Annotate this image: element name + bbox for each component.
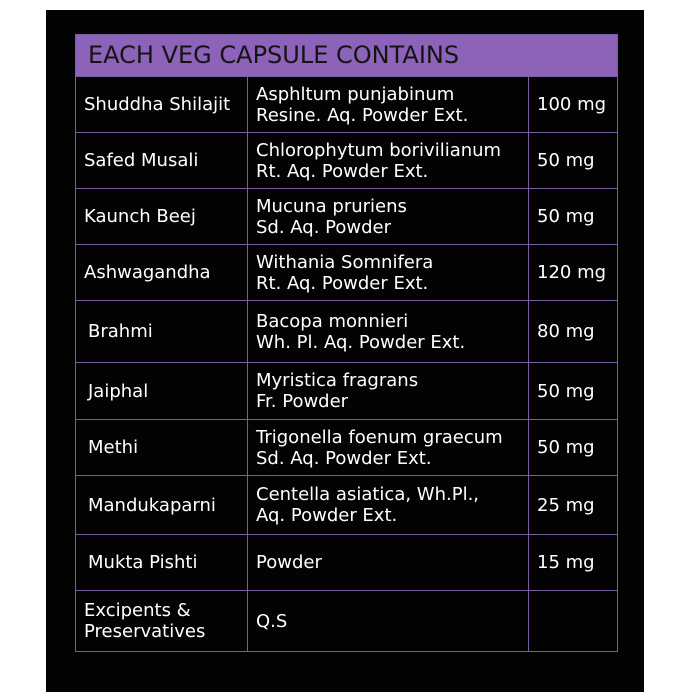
table-row — [76, 301, 618, 363]
ingredient-source: Asphltum punjabinum Resine. Aq. Powder Ext. — [248, 77, 529, 133]
table-header-row — [76, 35, 618, 77]
ingredient-source: Powder — [248, 535, 529, 591]
ingredient-name: Safed Musali — [76, 133, 248, 189]
ingredient-name: Excipents & Preservatives — [76, 591, 248, 652]
ingredient-name: Mandukaparni — [76, 476, 248, 535]
ingredient-amount: 120 mg — [529, 245, 618, 301]
table-row — [76, 133, 618, 189]
ingredient-name: Kaunch Beej — [76, 189, 248, 245]
ingredient-source: Chlorophytum borivilianum Rt. Aq. Powder Ext. — [248, 133, 529, 189]
ingredient-amount: 100 mg — [529, 77, 618, 133]
table-row — [76, 591, 618, 652]
table-row — [76, 420, 618, 476]
ingredient-source: Q.S — [248, 591, 529, 652]
ingredient-source: Myristica fragrans Fr. Powder — [248, 363, 529, 420]
ingredient-source: Mucuna pruriens Sd. Aq. Powder — [248, 189, 529, 245]
table-row — [76, 245, 618, 301]
ingredients-table — [75, 34, 618, 652]
ingredient-name: Methi — [76, 420, 248, 476]
table-row — [76, 77, 618, 133]
ingredient-name: Shuddha Shilajit — [76, 77, 248, 133]
table-row — [76, 476, 618, 535]
ingredient-amount: 50 mg — [529, 363, 618, 420]
ingredient-name: Brahmi — [76, 301, 248, 363]
ingredient-amount: 25 mg — [529, 476, 618, 535]
ingredient-amount: 15 mg — [529, 535, 618, 591]
ingredient-name: Mukta Pishti — [76, 535, 248, 591]
table-row — [76, 189, 618, 245]
ingredient-source: Centella asiatica, Wh.Pl., Aq. Powder Ext. — [248, 476, 529, 535]
ingredient-amount: 50 mg — [529, 133, 618, 189]
ingredient-amount — [529, 591, 618, 652]
ingredient-source: Bacopa monnieri Wh. Pl. Aq. Powder Ext. — [248, 301, 529, 363]
table-title: EACH VEG CAPSULE CONTAINS — [76, 35, 618, 77]
table-row — [76, 363, 618, 420]
ingredient-name: Ashwagandha — [76, 245, 248, 301]
ingredient-source: Trigonella foenum graecum Sd. Aq. Powder Ext. — [248, 420, 529, 476]
ingredient-amount: 80 mg — [529, 301, 618, 363]
ingredient-name: Jaiphal — [76, 363, 248, 420]
table-row — [76, 535, 618, 591]
ingredient-amount: 50 mg — [529, 420, 618, 476]
ingredient-amount: 50 mg — [529, 189, 618, 245]
ingredient-source: Withania Somnifera Rt. Aq. Powder Ext. — [248, 245, 529, 301]
